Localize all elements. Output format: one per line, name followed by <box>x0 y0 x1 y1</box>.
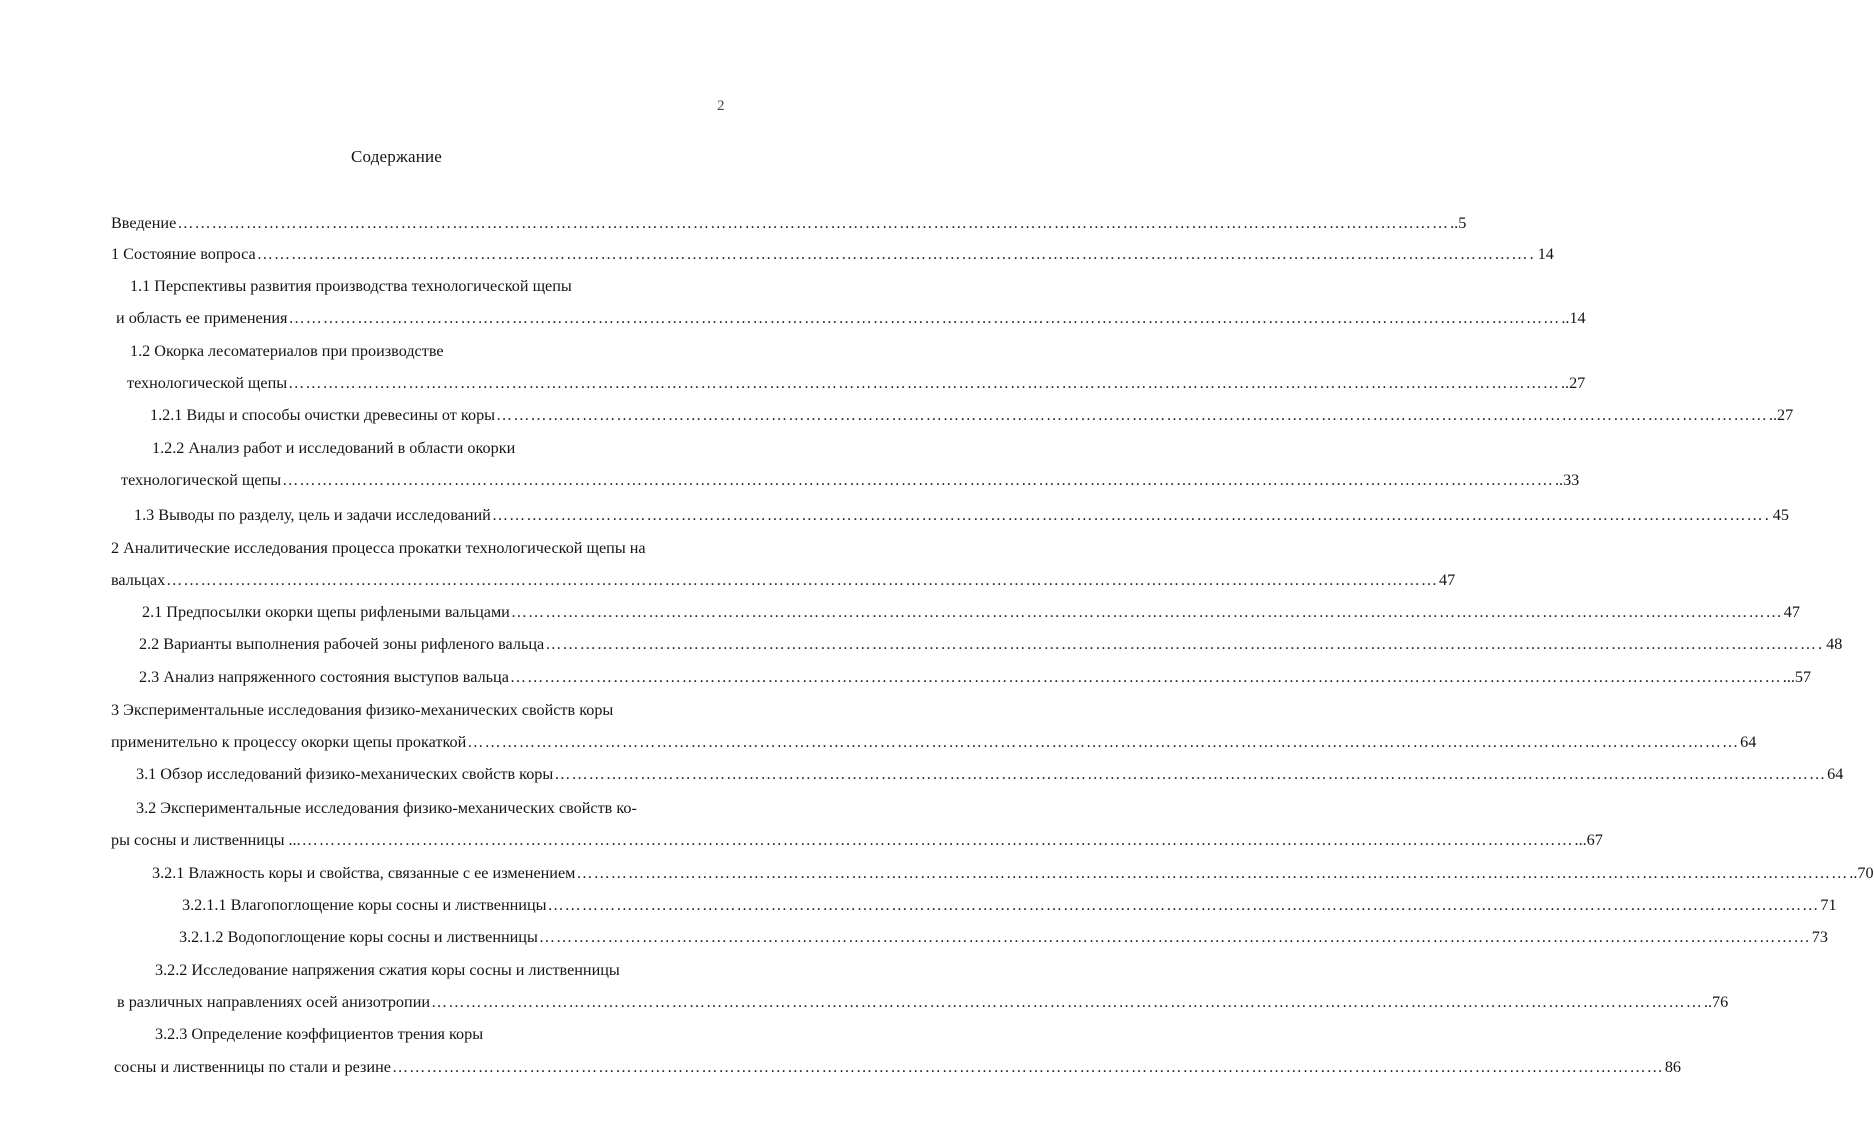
page-number: 2 <box>717 98 725 114</box>
leader-dots: …………………………………………………………………………………………………………………………………………………………………………………………………… <box>538 928 1811 946</box>
leader-dots: …………………………………………………………………………………………………………………………………………………………………………………………………… <box>496 406 1768 424</box>
leader-dots: …………………………………………………………………………………………………………………………………………………………………………………………………… <box>554 765 1827 783</box>
toc-entry-3-2-1-2: 3.2.1.2 Водопоглощение коры сосны и лиственницы …………………………………………………………………………………………………………………………………………………………………………………………………… 73 <box>179 922 727 953</box>
leader-dots: …………………………………………………………………………………………………………………………………………………………………………………………………… <box>576 864 1849 882</box>
toc-entry-3-2-2-title: 3.2.2 Исследование напряжения сжатия коры сосны и лиственницы <box>155 961 620 979</box>
toc-entry-1-2-2: технологической щепы …………………………………………………………………………………………………………………………………………………………………………………………………… ..33 <box>121 465 727 496</box>
leader-dots: …………………………………………………………………………………………………………………………………………………………………………………………………… <box>288 309 1561 327</box>
leader-dots: …………………………………………………………………………………………………………………………………………………………………………………………………… <box>467 733 1740 751</box>
toc-entry-2-1: 2.1 Предпосылки окорки щепы рифлеными вальцами …………………………………………………………………………………………………………………………………………………………………………………………………… 47 <box>142 597 727 628</box>
toc-entry-chapter-3-title: 3 Экспериментальные исследования физико-механических свойств коры <box>111 701 614 719</box>
toc-entry-1-2: технологической щепы …………………………………………………………………………………………………………………………………………………………………………………………………… ..27 <box>127 368 727 399</box>
toc-entry-3-2-title: 3.2 Экспериментальные исследования физико-механических свойств ко- <box>136 799 637 817</box>
leader-dots: …………………………………………………………………………………………………………………………………………………………………………………………………… <box>256 245 1529 263</box>
toc-entry-1-1: и область ее применения …………………………………………………………………………………………………………………………………………………………………………………………………… ..14 <box>116 303 727 334</box>
leader-dots: …………………………………………………………………………………………………………………………………………………………………………………………………… <box>510 603 1783 621</box>
toc-entry-3-2-1-1: 3.2.1.1 Влагопоглощение коры сосны и лиственницы …………………………………………………………………………………………………………………………………………………………………………………………………… 71 <box>182 890 727 921</box>
toc-entry-3-2-2: в различных направлениях осей анизотропии …………………………………………………………………………………………………………………………………………………………………………………………………… ..76 <box>117 987 727 1018</box>
toc-entry-3-2: ры сосны и лиственницы ... …………………………………………………………………………………………………………………………………………………………………………………………………… ...67 <box>111 825 727 856</box>
leader-dots: …………………………………………………………………………………………………………………………………………………………………………………………………… <box>166 571 1439 589</box>
leader-dots: …………………………………………………………………………………………………………………………………………………………………………………………………… <box>491 506 1764 524</box>
toc-entry-3-2-1: 3.2.1 Влажность коры и свойства, связанные с ее изменением …………………………………………………………………………………………………………………………………………………………………………………………………… ..70 <box>152 858 727 889</box>
toc-entry-1-2-title: 1.2 Окорка лесоматериалов при производстве <box>130 342 444 360</box>
toc-entry-2-3: 2.3 Анализ напряженного состояния выступов вальца …………………………………………………………………………………………………………………………………………………………………………………………………… ...57 <box>139 662 727 693</box>
toc-entry-chapter-1: 1 Состояние вопроса …………………………………………………………………………………………………………………………………………………………………………………………………… . 14 <box>111 239 727 270</box>
leader-dots: …………………………………………………………………………………………………………………………………………………………………………………………………… <box>545 635 1818 653</box>
toc-entry-3-1: 3.1 Обзор исследований физико-механических свойств коры …………………………………………………………………………………………………………………………………………………………………………………………………… 64 <box>136 759 727 790</box>
toc-entry-1-2-2-title: 1.2.2 Анализ работ и исследований в области окорки <box>152 439 516 457</box>
toc-entry-1-1-title: 1.1 Перспективы развития производства технологической щепы <box>130 277 572 295</box>
leader-dots: …………………………………………………………………………………………………………………………………………………………………………………………………… <box>431 993 1703 1011</box>
toc-entry-1-3: 1.3 Выводы по разделу, цель и задачи исследований …………………………………………………………………………………………………………………………………………………………………………………………………… . 45 <box>134 500 727 531</box>
leader-dots: …………………………………………………………………………………………………………………………………………………………………………………………………… <box>282 471 1554 489</box>
toc-entry-chapter-3: применительно к процессу окорки щепы прокаткой …………………………………………………………………………………………………………………………………………………………………………………………………… 64 <box>111 727 727 758</box>
page-title: Содержание <box>350 147 443 166</box>
leader-dots: …………………………………………………………………………………………………………………………………………………………………………………………………… <box>177 214 1450 232</box>
toc-entry-3-2-3-title: 3.2.3 Определение коэффициентов трения коры <box>155 1025 484 1043</box>
toc-entry-introduction: Введение …………………………………………………………………………………………………………………………………………………………………………………………………… ..5 <box>111 208 727 239</box>
toc-entry-2-2: 2.2 Варианты выполнения рабочей зоны рифленого вальца …………………………………………………………………………………………………………………………………………………………………………………………………… . 48 <box>139 629 727 660</box>
leader-dots: …………………………………………………………………………………………………………………………………………………………………………………………………… <box>288 374 1560 392</box>
leader-dots: …………………………………………………………………………………………………………………………………………………………………………………………………… <box>301 831 1574 849</box>
toc-entry-1-2-1: 1.2.1 Виды и способы очистки древесины от коры …………………………………………………………………………………………………………………………………………………………………………………………………… ..27 <box>150 400 727 431</box>
toc-entry-3-2-3: сосны и лиственницы по стали и резине …………………………………………………………………………………………………………………………………………………………………………………………………… 86 <box>114 1052 727 1083</box>
leader-dots: …………………………………………………………………………………………………………………………………………………………………………………………………… <box>547 896 1820 914</box>
leader-dots: …………………………………………………………………………………………………………………………………………………………………………………………………… <box>509 668 1782 686</box>
toc-entry-chapter-2-title: 2 Аналитические исследования процесса прокатки технологической щепы на <box>111 539 646 557</box>
toc-entry-chapter-2: вальцах …………………………………………………………………………………………………………………………………………………………………………………………………… 47 <box>111 565 727 596</box>
leader-dots: …………………………………………………………………………………………………………………………………………………………………………………………………… <box>391 1058 1664 1076</box>
